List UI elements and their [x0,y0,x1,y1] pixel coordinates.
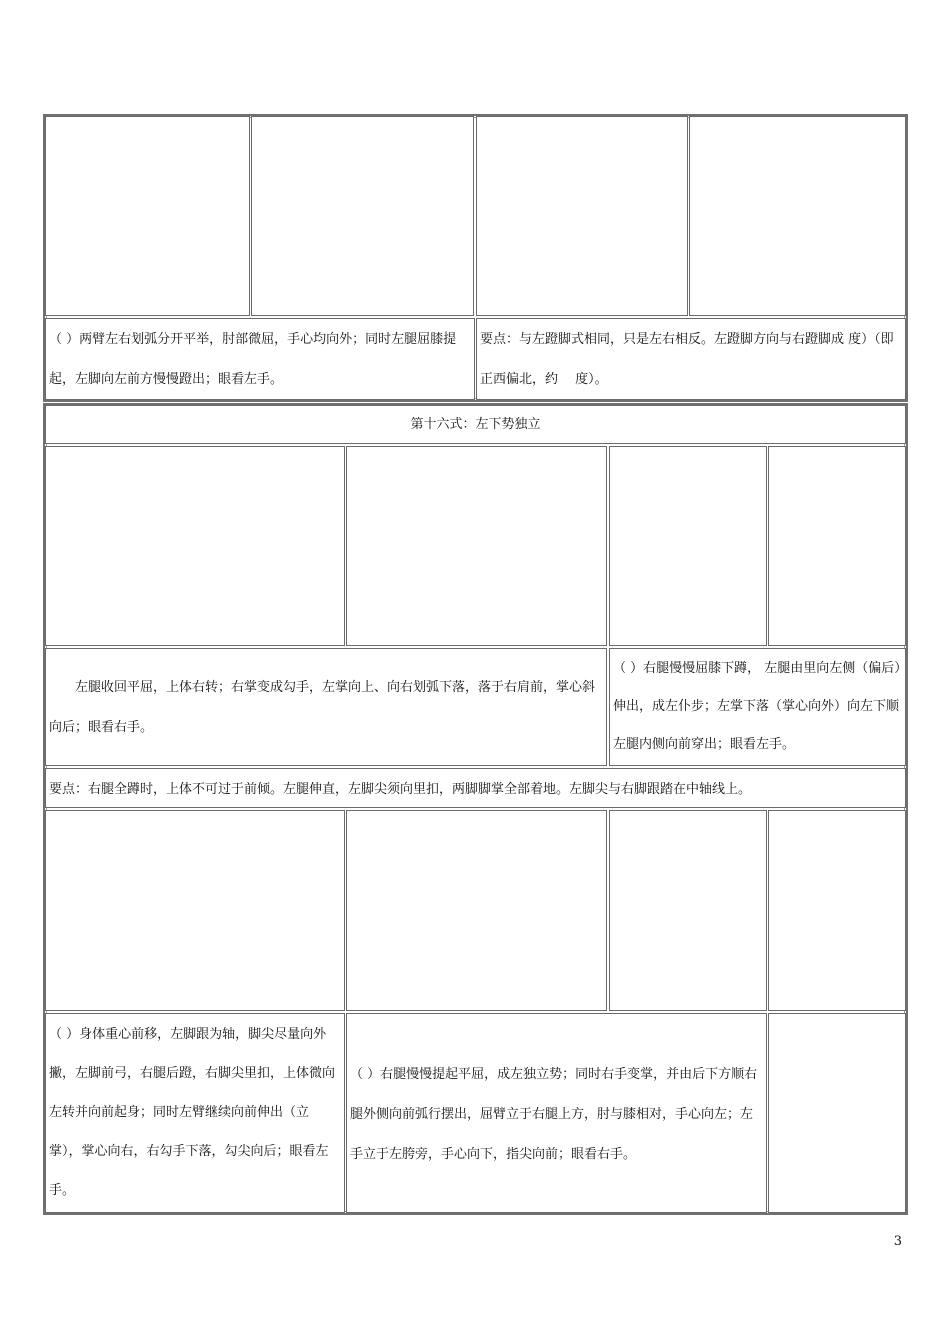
page-number: 3 [893,1234,902,1249]
step-text-left: （ ）身体重心前移，左脚跟为轴，脚尖尽量向外撇，左脚前弓，右腿后蹬，右脚尖里扣，上体微向左转并向前起身；同时左臂继续向前伸出（立掌），掌心向右，右勾手下落，勾尖向后；眼看左手。 [49,1027,336,1198]
image-placeholder [45,810,345,1011]
step-text-left: 左腿收回平屈，上体右转；右掌变成勾手，左掌向上、向右划弧下落，落于右肩前，掌心斜向后；眼看右手。 [49,680,596,735]
image-placeholder [346,810,607,1011]
image-placeholder [609,810,767,1011]
step-text-right: （ ）右腿慢慢屈膝下蹲， 左腿由里向左侧（偏后）伸出，成左仆步；左掌下落（掌心向外）向左下顺左腿内侧向前穿出；眼看左手。 [613,661,901,752]
image-placeholder [476,116,688,316]
step-text-left: （ ）两臂左右划弧分开平举，肘部微屈，手心均向外；同时左腿屈膝提起，左脚向左前方慢慢蹬出；眼看左手。 [49,332,457,387]
keypoint-text: 要点：与左蹬脚式相同，只是左右相反。左蹬脚方向与右蹬脚成 度）（即正西偏北，约 度）。 [480,332,894,387]
image-placeholder [768,810,906,1011]
image-placeholder [251,116,474,316]
image-placeholder [45,446,345,646]
image-placeholder [689,116,906,316]
step-text-middle: （ ）右腿慢慢提起平屈，成左独立势；同时右手变掌，并由后下方顺右腿外侧向前弧行摆出，屈臂立于右腿上方，肘与膝相对，手心向左；左手立于左胯旁，手心向下，指尖向前；眼看右手。 [350,1067,758,1162]
image-placeholder [45,116,250,316]
image-placeholder [609,446,767,646]
section-title: 第十六式：左下势独立 [410,417,541,432]
image-placeholder [346,446,607,646]
image-placeholder [768,446,906,646]
text-cell [768,1013,906,1213]
keypoint-text: 要点：右腿全蹲时，上体不可过于前倾。左腿伸直，左脚尖须向里扣，两脚脚掌全部着地。左脚尖与右脚跟踏在中轴线上。 [49,782,752,797]
